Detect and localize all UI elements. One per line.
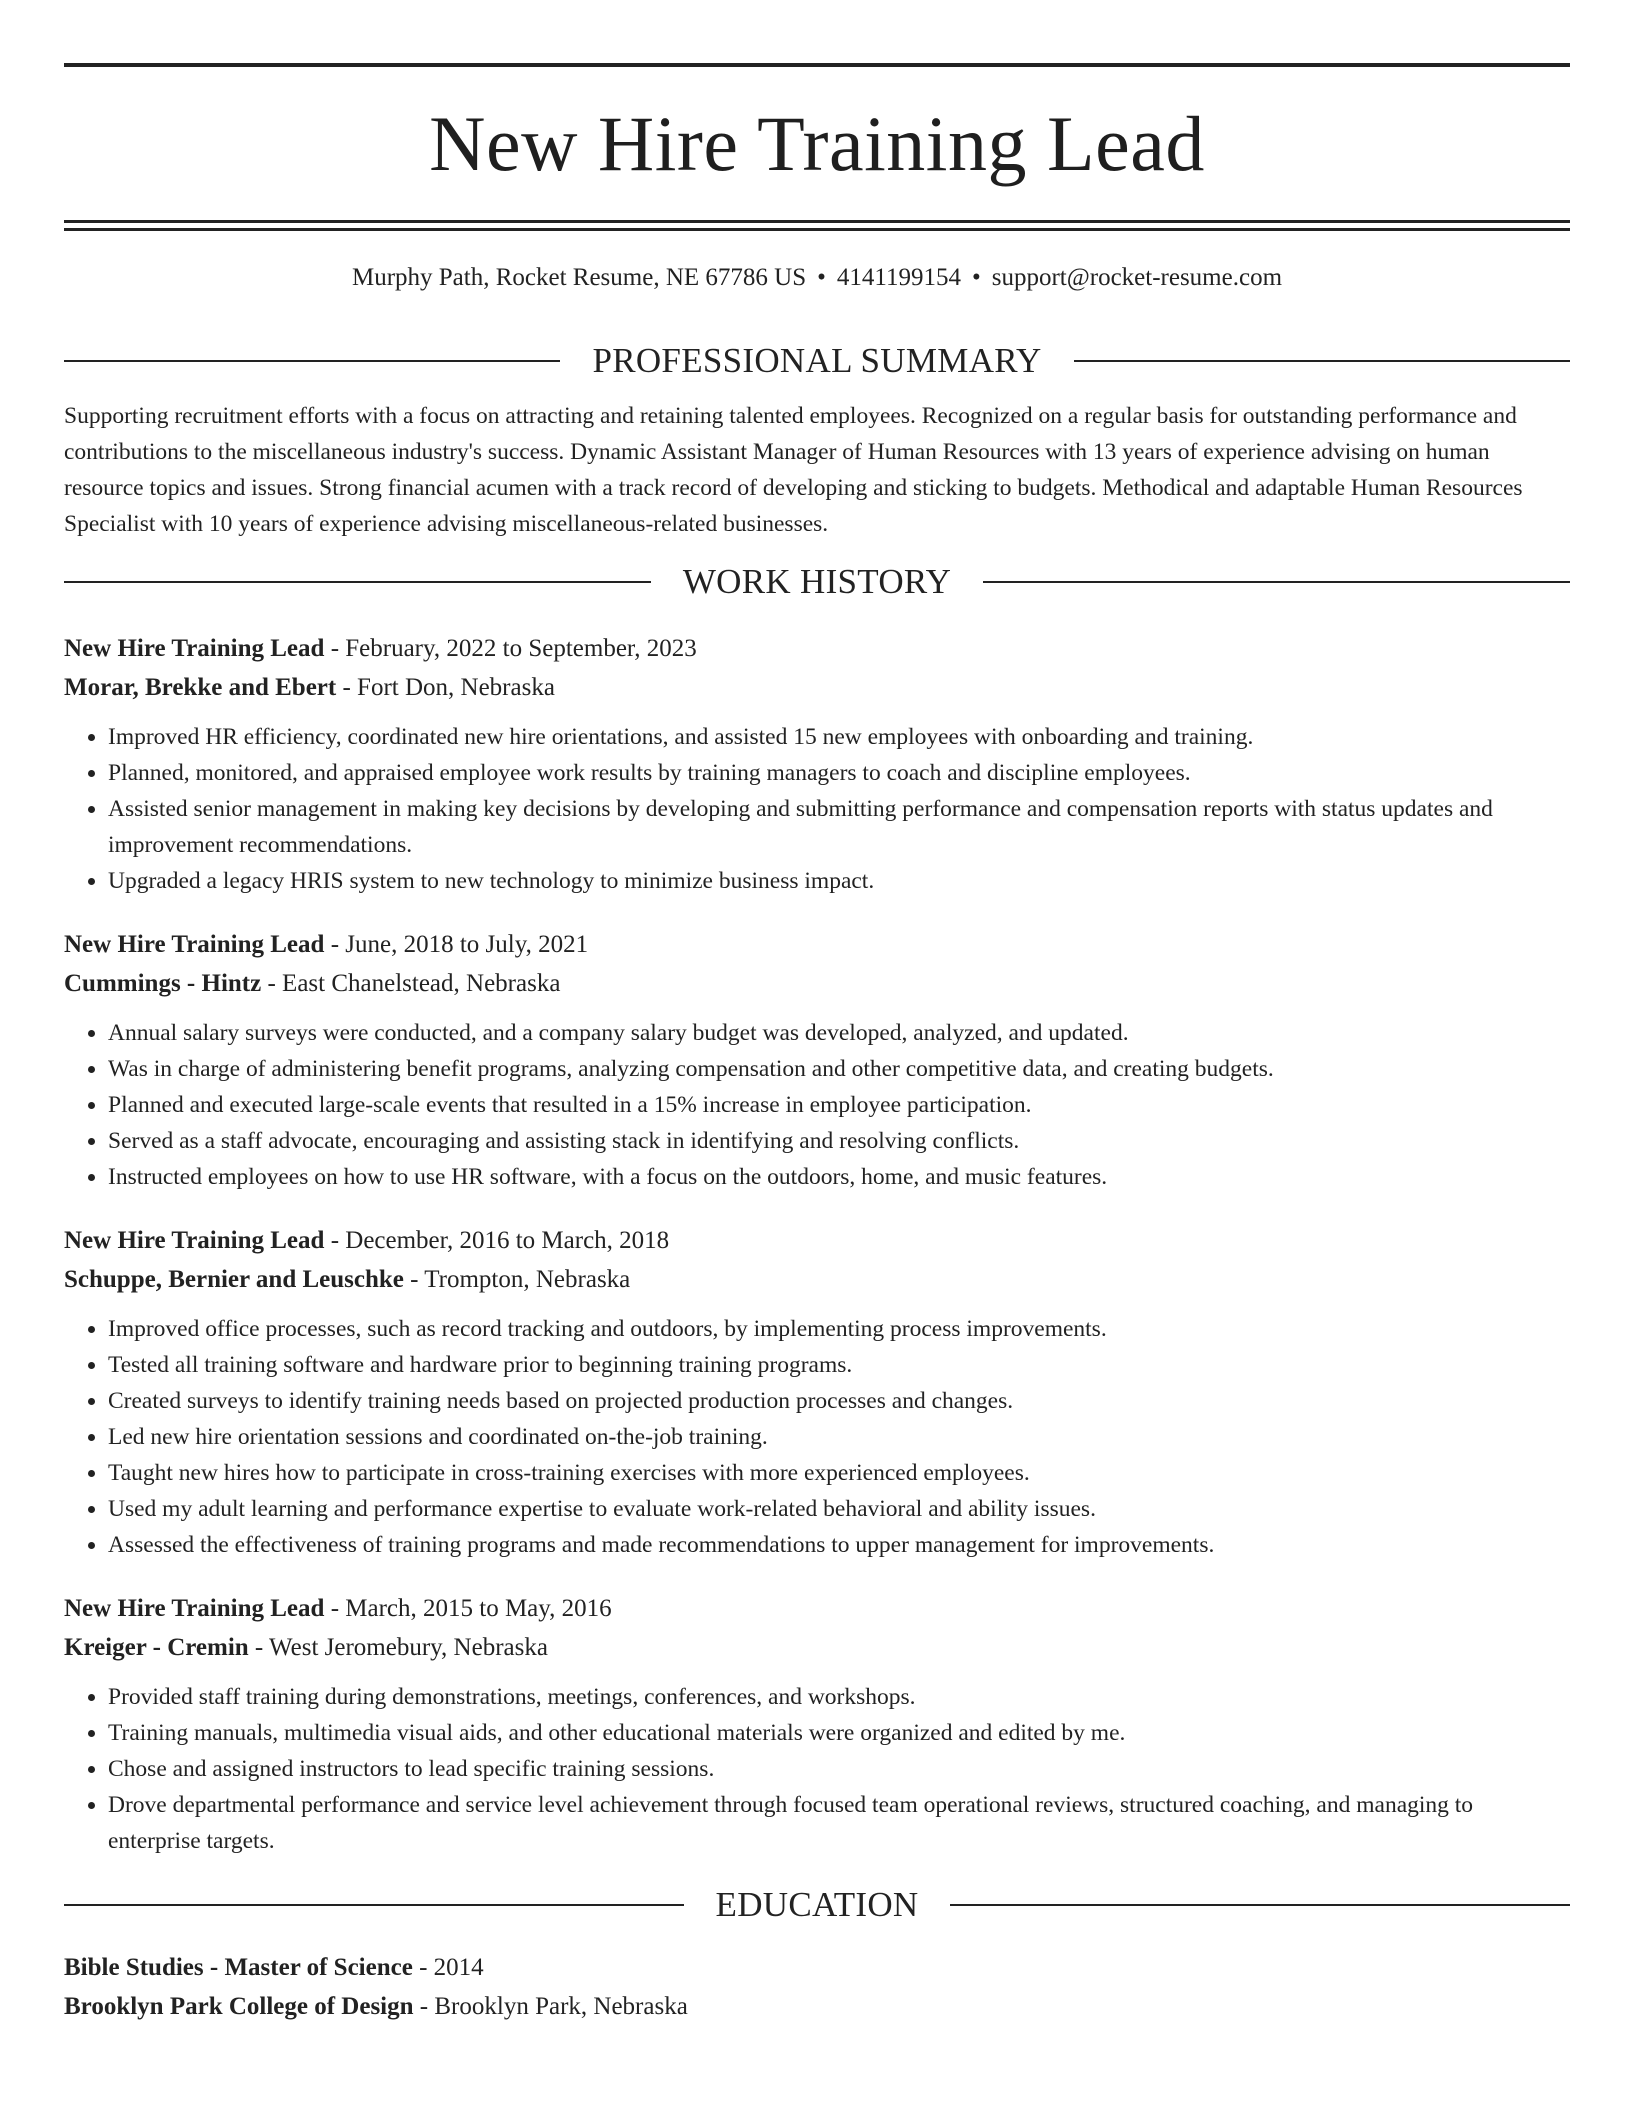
job-bullet: • Served as a staff advocate, encouraging and assisting stack in identifying and resolving conflicts. (108, 1123, 1570, 1159)
job-dates: - June, 2018 to July, 2021 (324, 931, 589, 958)
job-list (64, 629, 1570, 1859)
job-bullet: • Chose and assigned instructors to lead specific training sessions. (108, 1751, 1570, 1787)
contact-phone: 4141199154 (836, 264, 961, 291)
job-dates: - March, 2015 to May, 2016 (324, 1595, 612, 1622)
job-company-line (64, 1260, 1570, 1299)
job-company: Cummings - Hintz (64, 970, 262, 997)
section-title: WORK HISTORY (682, 562, 952, 601)
section-rule-left (64, 360, 560, 362)
job-bullet: • Used my adult learning and performance expertise to evaluate work-related behavioral and ability issues. (108, 1491, 1570, 1527)
job-company-line (64, 964, 1570, 1003)
job-role: New Hire Training Lead (64, 1227, 325, 1254)
section-header-education (64, 1885, 1570, 1925)
contact-line (64, 262, 1570, 294)
candidate-name: New Hire Training Lead (429, 100, 1205, 187)
job-company: Morar, Brekke and Ebert (64, 674, 337, 701)
job-bullet: • Created surveys to identify training needs based on projected production processes and changes. (108, 1383, 1570, 1419)
education-year: - 2014 (412, 1954, 484, 1981)
job-bullet: • Improved office processes, such as record tracking and outdoors, by implementing process improvements. (108, 1311, 1570, 1347)
job-company-line (64, 668, 1570, 707)
job-bullet: • Upgraded a legacy HRIS system to new technology to minimize business impact. (108, 863, 1570, 899)
job-bullet: • Taught new hires how to participate in cross-training exercises with more experienced employees. (108, 1455, 1570, 1491)
job-location: - East Chanelstead, Nebraska (261, 970, 561, 997)
section-header-summary (64, 341, 1570, 381)
contact-address: Murphy Path, Rocket Resume, NE 67786 US (351, 264, 807, 291)
job-bullet: • Tested all training software and hardware prior to beginning training programs. (108, 1347, 1570, 1383)
job-dates: - February, 2022 to September, 2023 (324, 635, 697, 662)
job-title-line (64, 1589, 1570, 1628)
job-bullet: • Improved HR efficiency, coordinated new hire orientations, and assisted 15 new employees with onboarding and training. (108, 719, 1570, 755)
education-school: Brooklyn Park College of Design (64, 1993, 414, 2020)
section-rule-left (64, 581, 651, 583)
education-location: - Brooklyn Park, Nebraska (413, 1993, 688, 2020)
job-bullet-list (64, 1679, 1570, 1859)
resume-page (64, 63, 1570, 2026)
job-role: New Hire Training Lead (64, 1595, 325, 1622)
job-bullet-list (64, 1311, 1570, 1563)
job-company: Kreiger - Cremin (64, 1634, 249, 1661)
job-bullet: • Annual salary surveys were conducted, and a company salary budget was developed, analyzed, and updated. (108, 1015, 1570, 1051)
job-title-line (64, 925, 1570, 964)
job-entry (64, 629, 1570, 899)
job-dates: - December, 2016 to March, 2018 (324, 1227, 670, 1254)
contact-separator: • (971, 264, 981, 291)
section-header-work-history (64, 562, 1570, 602)
summary-text: Supporting recruitment efforts with a focus on attracting and retaining talented employees. Recognized on a regular basis for outstanding performance and contributions to the miscellaneous industry's success. Dynamic Assistant Manager of Human Resources with 13 years of experience advising on human resource topics and issues. Strong financial acumen with a track record of developing and sticking to budgets. Methodical and adaptable Human Resources Specialist with 10 years of experience advising miscellaneous-related businesses. (64, 403, 1523, 537)
section-rule-right (950, 1904, 1570, 1906)
education-entry (64, 1948, 1570, 2026)
job-role: New Hire Training Lead (64, 931, 325, 958)
job-bullet-list (64, 1015, 1570, 1195)
job-bullet: • Drove departmental performance and service level achievement through focused team operational reviews, structured coaching, and managing to enterprise targets. (108, 1787, 1570, 1859)
section-rule-right (1074, 360, 1570, 362)
double-rule (64, 220, 1570, 231)
section-title: PROFESSIONAL SUMMARY (592, 341, 1042, 380)
job-location: - Trompton, Nebraska (403, 1266, 631, 1293)
job-bullet: • Instructed employees on how to use HR software, with a focus on the outdoors, home, and music features. (108, 1159, 1570, 1195)
education-degree: Bible Studies - Master of Science (64, 1954, 413, 1981)
section-rule-right (983, 581, 1570, 583)
section-title: EDUCATION (715, 1885, 919, 1924)
education-school-line (64, 1987, 1570, 2026)
job-bullet: • Led new hire orientation sessions and coordinated on-the-job training. (108, 1419, 1570, 1455)
job-bullet: • Provided staff training during demonstrations, meetings, conferences, and workshops. (108, 1679, 1570, 1715)
job-bullet: • Assisted senior management in making key decisions by developing and submitting performance and compensation reports with status updates and improvement recommendations. (108, 791, 1570, 863)
job-entry (64, 1589, 1570, 1859)
job-bullet-list (64, 719, 1570, 899)
job-entry (64, 925, 1570, 1195)
contact-email: support@rocket-resume.com (991, 264, 1283, 291)
job-bullet: • Planned and executed large-scale events that resulted in a 15% increase in employee participation. (108, 1087, 1570, 1123)
section-rule-left (64, 1904, 684, 1906)
job-title-line (64, 629, 1570, 668)
education-degree-line (64, 1948, 1570, 1987)
job-bullet: • Planned, monitored, and appraised employee work results by training managers to coach and discipline employees. (108, 755, 1570, 791)
top-rule (64, 63, 1570, 67)
job-bullet: • Assessed the effectiveness of training programs and made recommendations to upper management for improvements. (108, 1527, 1570, 1563)
job-bullet: • Was in charge of administering benefit programs, analyzing compensation and other competitive data, and creating budgets. (108, 1051, 1570, 1087)
job-company: Schuppe, Bernier and Leuschke (64, 1266, 404, 1293)
job-entry (64, 1221, 1570, 1563)
job-company-line (64, 1628, 1570, 1667)
job-title-line (64, 1221, 1570, 1260)
contact-separator: • (817, 264, 826, 291)
job-role: New Hire Training Lead (64, 635, 325, 662)
job-location: - West Jeromebury, Nebraska (248, 1634, 548, 1661)
job-location: - Fort Don, Nebraska (336, 674, 555, 701)
job-bullet: • Training manuals, multimedia visual aids, and other educational materials were organized and edited by me. (108, 1715, 1570, 1751)
